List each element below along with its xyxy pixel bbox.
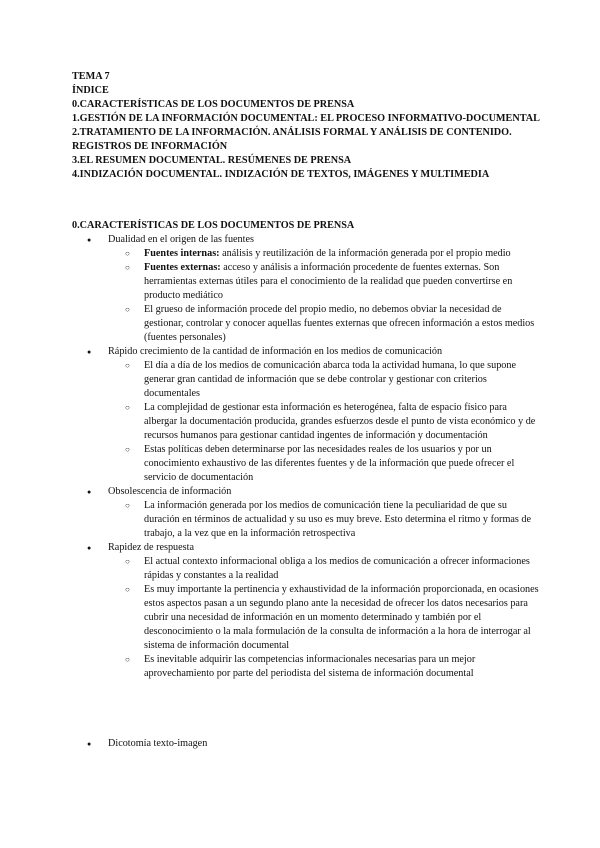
sub-list xyxy=(108,359,542,485)
bullet-text: Obsolescencia de información xyxy=(108,486,232,497)
tema-title: TEMA 7 xyxy=(72,71,110,82)
section-0 xyxy=(72,219,542,751)
sub-item-text: La información generada por los medios de comunicación tiene la peculiaridad de que su duración en términos de actualidad y su uso es muy breve. Esto determina el ritmo y formas de trabajo, a la vez que en la información retrospectiva xyxy=(144,500,532,539)
sub-list-item xyxy=(108,443,542,485)
bullet-list-2 xyxy=(72,737,542,751)
index-item-0: 0.CARACTERÍSTICAS DE LOS DOCUMENTOS DE PRENSA xyxy=(72,99,355,110)
sub-list xyxy=(108,247,542,345)
list-item xyxy=(72,485,542,541)
sub-list-item xyxy=(108,247,542,261)
blank-space xyxy=(72,681,542,737)
sub-item-text: acceso y análisis a información procedente de fuentes externas. Son herramientas externas útiles para el conocimiento de la realidad que pueden convertirse en producto mediático xyxy=(144,262,513,301)
sub-list-item xyxy=(108,401,542,443)
sub-item-label: Fuentes internas: xyxy=(144,248,220,259)
bullet-text: Rapidez de respuesta xyxy=(108,542,194,553)
sub-item-text: La complejidad de gestionar esta información es heterogénea, falta de espacio físico para albergar la documentación producida, grandes esfuerzos desde el punto de vista económico y de recursos humanos para gestionar cantidad ingentes de información y documentación xyxy=(144,402,536,441)
sub-item-text: El grueso de información procede del propio medio, no debemos obviar la necesidad de gestionar, controlar y conocer aquellas fuentes externas que ofrecen información a estos medios (fuentes personales) xyxy=(144,304,535,343)
sub-list-item xyxy=(108,555,542,583)
index-item-3: 3.EL RESUMEN DOCUMENTAL. RESÚMENES DE PRENSA xyxy=(72,155,352,166)
index-item-4: 4.INDIZACIÓN DOCUMENTAL. INDIZACIÓN DE TEXTOS, IMÁGENES Y MULTIMEDIA xyxy=(72,169,490,180)
sub-item-text: Es muy importante la pertinencia y exhaustividad de la información proporcionada, en ocasiones estos aspectos pasan a un segundo plano ante la necesidad de ofrecer los datos necesarios para cubrir una necesidad de información en un momento determinado y también por el desconocimiento o la mala formulación de la consulta de información a la hora de interrogar al sistema de información documental xyxy=(144,584,539,651)
section-title: 0.CARACTERÍSTICAS DE LOS DOCUMENTOS DE PRENSA xyxy=(72,220,355,231)
sub-list-item xyxy=(108,653,542,681)
sub-list-item xyxy=(108,261,542,303)
sub-item-text: El día a día de los medios de comunicación abarca toda la actividad humana, lo que supone generar gran cantidad de información que se debe controlar y gestionar con criterios documentales xyxy=(144,360,516,399)
sub-item-text: análisis y reutilización de la información generada por el propio medio xyxy=(219,248,511,259)
bullet-text: Dicotomía texto-imagen xyxy=(108,738,208,749)
document-header xyxy=(72,70,542,182)
bullet-text: Rápido crecimiento de la cantidad de información en los medios de comunicación xyxy=(108,346,443,357)
indice-title: ÍNDICE xyxy=(72,85,109,96)
sub-list-item xyxy=(108,303,542,345)
sub-list-item xyxy=(108,583,542,653)
index-item-1: 1.GESTIÓN DE LA INFORMACIÓN DOCUMENTAL: EL PROCESO INFORMATIVO-DOCUMENTAL xyxy=(72,113,540,124)
sub-item-label: Fuentes externas: xyxy=(144,262,221,273)
sub-list-item xyxy=(108,359,542,401)
list-item xyxy=(72,541,542,681)
bullet-text: Dualidad en el origen de las fuentes xyxy=(108,234,254,245)
sub-list-item xyxy=(108,499,542,541)
list-item xyxy=(72,737,542,751)
list-item xyxy=(72,345,542,485)
bullet-list xyxy=(72,233,542,681)
sub-list xyxy=(108,499,542,541)
index-item-2: 2.TRATAMIENTO DE LA INFORMACIÓN. ANÁLISIS FORMAL Y ANÁLISIS DE CONTENIDO. REGISTROS DE INFORMACIÓN xyxy=(72,127,512,152)
sub-item-text: Es inevitable adquirir las competencias informacionales necesarias para un mejor aprovechamiento por parte del periodista del sistema de información documental xyxy=(144,654,476,679)
list-item xyxy=(72,233,542,345)
sub-item-text: Estas políticas deben determinarse por las necesidades reales de los usuarios y por un conocimiento exhaustivo de las diferentes fuentes y de la información que puede ofrecer el servicio de documentación xyxy=(144,444,515,483)
sub-list xyxy=(108,555,542,681)
sub-item-text: El actual contexto informacional obliga a los medios de comunicación a ofrecer informaciones rápidas y constantes a la realidad xyxy=(144,556,530,581)
